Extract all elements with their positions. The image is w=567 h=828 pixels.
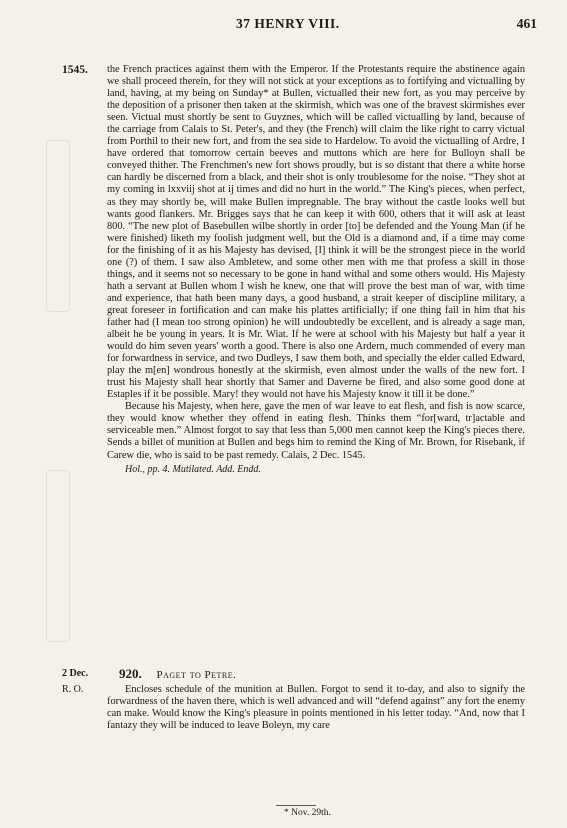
paragraph: the French practices against them with the Emperor. If the Protestants require the abstinence again we shall proceed therein, for they will not stick at your exceptions as to fortifying and victualling by land, having, at my being on Sunday* at Bullen, victualled their new fort, as you may perceive by the deposition of a prisoner then taken at the skirmish, which was one of the bravest skirmishes ever seen. Victual must shortly be sent to Guyznes, which will be called victualling by land, because of the carriage from Calais to St. Peter's, and they (the French) will claim the like right to carry victual from Porthil to their new fort, and from the sea side to Hardelow. To avoid the victualling of Ardre, I have ordered that tomorrow certain beeves and muttons which are here for Bulloyn shall be conveyed thither. The Frenchmen's new fort shows proudly, but is so distant that there a white horse can hardly be discerned from a black, and their shot is only troublesome for the noise. “They shot at my coming in lxxviij shot at ij times and did no hurt in the world.” The King's pieces, when perfect, as they may shortly be, will make Bullen impregnable. The bray without the castle looks well but wants good flankers. Mr. Brigges says that he can keep it with 600, others that it will ask at least 800. “The new plot of Basebullen wilbe shortly in order [to] be defended and the Young Man (if he were finished) liketh my foolish judgment well, but the Old is a diamond and, if a time may come for the finishing of it as his Majesty has devised, [I] think it will be the strongest piece in the world one (?) of them. I saw also Ambletew, and some other men with me that profess a skill in those things, and it seems not so necessary to be gone in hand withal and some others would. His Majesty hath a servant at Bullen whom I wish he knew, one that will prove the best man of war, with time and experience, that hath been many days, a good husband, a strait keeper of discipline military, a great foreseer in fortification and can make his plattes artificially; if one thing fail in him that his father had (I mean too strong opinion) he will undoubtedly be excellent, and is already a sage man, albeit he be young in years. It is Mr. Wiat. If he were at school with his Majesty but half a year it would do him seven years' worth a good. There is also one Ardern, much commended of every man for forwardness in service, and two Dudleys, I saw them both, and specially the elder called Edward, play the m[en] wondrous honestly at the skirmish, even almost under the walls of the new fort. I trust his Majesty shall hear shortly that Samer and Daverne be fired, and also some good done at Estaples if it be possible. Mary! they would not have his Majesty know it till it be done.”: [107, 64, 525, 401]
running-title: 37 HENRY VIII.: [236, 16, 340, 31]
footnote-rule: [276, 805, 316, 806]
entry-heading: [107, 666, 236, 682]
margin-year: 1545.: [62, 64, 88, 76]
library-stamp-top: [46, 140, 70, 312]
letter-body: [107, 64, 525, 476]
paragraph: Encloses schedule of the munition at Bullen. Forgot to send it to-day, and also to signify the forwardness of the haven there, which is well advanced and will “defend against” any fort the enemy can make. Would know the King's pleasure in points mentioned in his letter today. “And, now that I fantazy they will be induced to leave Boleyn, my care: [107, 684, 525, 732]
page-number: 461: [516, 16, 537, 31]
entry-body: [107, 684, 525, 732]
paragraph: Because his Majesty, when here, gave the men of war leave to eat flesh, and fish is now scarce, they would know whether they offend in eating flesh. Thinks them “for[ward, tr]actable and serviceable men.” Almost forgot to say that less than 5,000 men cannot keep the King's pieces there. Sends a billet of munition at Bullen and begs him to remind the King of Mr. Brown, for Risebank, if Carew die, who is said to be past remedy. Calais, 2 Dec. 1545.: [107, 401, 525, 461]
source-note: Hol., pp. 4. Mutilated. Add. Endd.: [125, 463, 261, 475]
margin-entry-source: R. O.: [62, 684, 84, 695]
footnote: * Nov. 29th.: [284, 808, 331, 818]
margin-entry-date: 2 Dec.: [62, 668, 89, 679]
entry-title: Paget to Petre.: [156, 669, 237, 681]
entry-number: 920.: [119, 666, 142, 681]
running-header: [0, 16, 567, 34]
library-stamp-bottom: [46, 470, 70, 642]
